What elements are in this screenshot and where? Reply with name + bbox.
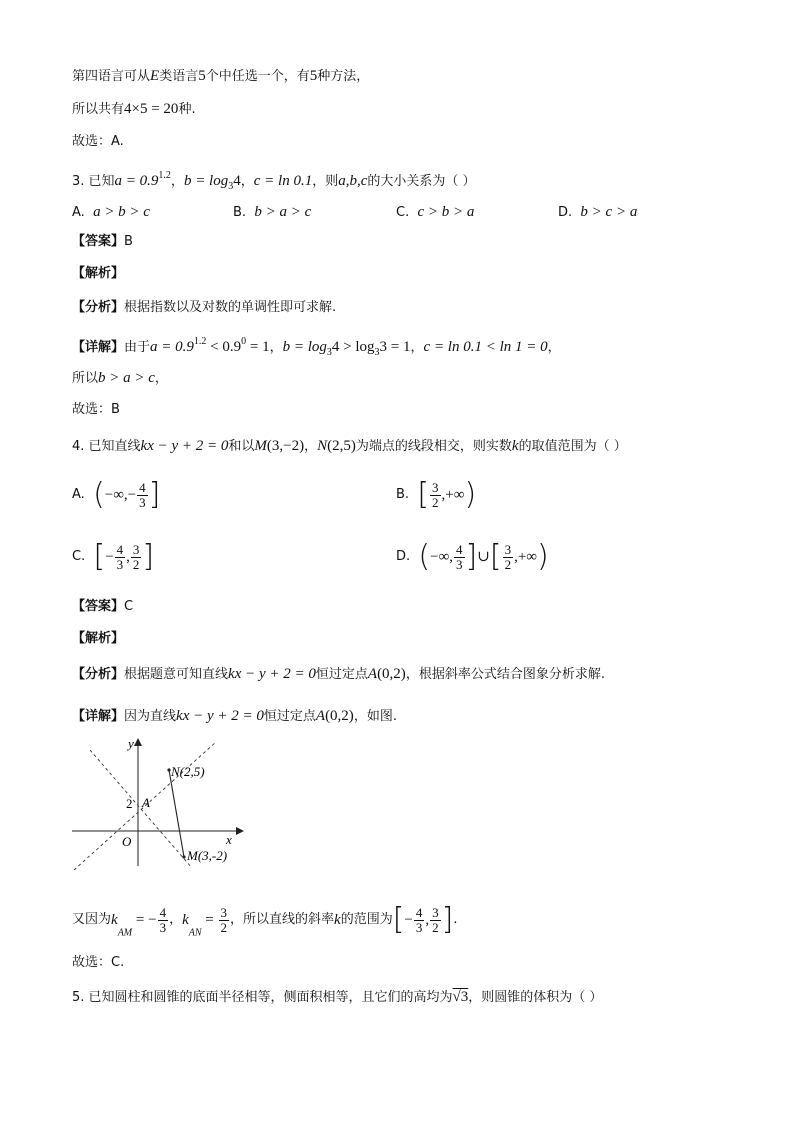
text: 所以共有 [72, 102, 125, 117]
point-n-label: N(2,5) [171, 764, 205, 779]
x-axis-arrow [236, 827, 244, 835]
text: 第四语言可从 [72, 69, 151, 84]
math-var: E [150, 68, 160, 84]
math-sub: 3 [228, 181, 234, 192]
math-num: 4 [233, 173, 241, 189]
text: 种方法， [317, 69, 370, 84]
segment-mn [169, 770, 184, 857]
answer: 【答案】C [72, 599, 134, 614]
point-m [182, 855, 185, 858]
text-line: 故选：B [72, 402, 120, 417]
analysis-fenxi: 【分析】根据指数以及对数的单调性即可求解. [72, 300, 337, 315]
y-label: y [128, 736, 134, 751]
math-exp: 1.2 [158, 170, 171, 181]
question-4: 4. 已知直线kx − y + 2 = 0和以M(3,−2)，N(2,5)为端点的线段相交，则实数k的取值范围为（ ） [72, 438, 627, 454]
text-line [72, 99, 196, 120]
math-expr: b = log [183, 173, 229, 189]
math-expr: 4×5 = 20 [124, 101, 179, 117]
option-a: A. (−∞,− $\frac{4}{3}$ ] [72, 477, 161, 512]
math-num: 5 [309, 68, 318, 84]
analysis-xiangjie: 【详解】因为直线kx − y + 2 = 0恒过定点A(0,2)，如图. [72, 708, 397, 724]
y-axis-arrow [134, 738, 142, 746]
text: ，则 [312, 174, 339, 189]
text-line: 故选：A. [72, 134, 124, 149]
analysis-xiangjie: 【详解】由于$a = 0.9^{1.2} < 0.9^0 = 1$，$b = \log_34 > \log_33 = 1$，c = ln 0.1 < ln 1 = 0， [72, 336, 561, 358]
text-line: 所以b > a > c， [72, 370, 168, 386]
math-expr: c = ln 0.1 [253, 173, 313, 189]
text: 类语言 [159, 69, 199, 84]
question-5: 5. 已知圆柱和圆锥的底面半径相等，侧面积相等，且它们的高均为√3，则圆锥的体积为（ ） [72, 989, 603, 1005]
question-3: 3. 已知$a = 0.9^{1.2}$，$b = \log_34$，c = ln 0.1，则a,b,c的大小关系为（ ） [72, 170, 476, 192]
option-b: B. b > a > c [233, 204, 312, 220]
option-c: C. c > b > a [396, 204, 475, 220]
point-a-label: A [142, 795, 150, 810]
coordinate-figure [66, 736, 246, 871]
option-a: A. a > b > c [72, 204, 150, 220]
origin-label: O [122, 834, 132, 849]
math-vars: a,b,c [338, 173, 368, 189]
answer: 【答案】B [72, 234, 133, 249]
text: 种. [178, 102, 196, 117]
point-m-label: M(3,-2) [187, 848, 228, 863]
text: 个中任选一个，有 [205, 69, 310, 84]
slope-range-line: 又因为$k_{AM}$ = − $\frac{4}{3}$ ，$k_{AN}$ = $\frac{3}{2}$ ，所以直线的斜率k的范围为[− $\frac{4}{3}$ , $\frac{3}{2}$ ]. [72, 902, 458, 939]
option-b: B. [ $\frac{3}{2}$ ,+∞) [396, 477, 477, 512]
x-label: x [226, 832, 232, 847]
option-d: D. b > c > a [558, 204, 638, 220]
text-line: 故选：C. [72, 955, 125, 970]
analysis-heading: 【解析】 [72, 631, 125, 646]
question-number: 3. 已知 [72, 174, 115, 189]
tick-2-label: 2 [126, 796, 133, 811]
analysis-heading: 【解析】 [72, 266, 125, 281]
text-line [72, 66, 369, 87]
math-num: 5 [198, 68, 206, 84]
math-expr: a = 0.9 [114, 173, 159, 189]
analysis-fenxi: 【分析】根据题意可知直线kx − y + 2 = 0恒过定点A(0,2)，根据斜率公式结合图象分析求解. [72, 666, 605, 682]
option-d: D. (−∞, $\frac{4}{3}$ ]∪[ $\frac{3}{2}$ ,+∞) [396, 539, 549, 574]
option-c: C. [− $\frac{4}{3}$ , $\frac{3}{2}$ ] [72, 539, 155, 574]
text: 的大小关系为（ ） [367, 174, 476, 189]
